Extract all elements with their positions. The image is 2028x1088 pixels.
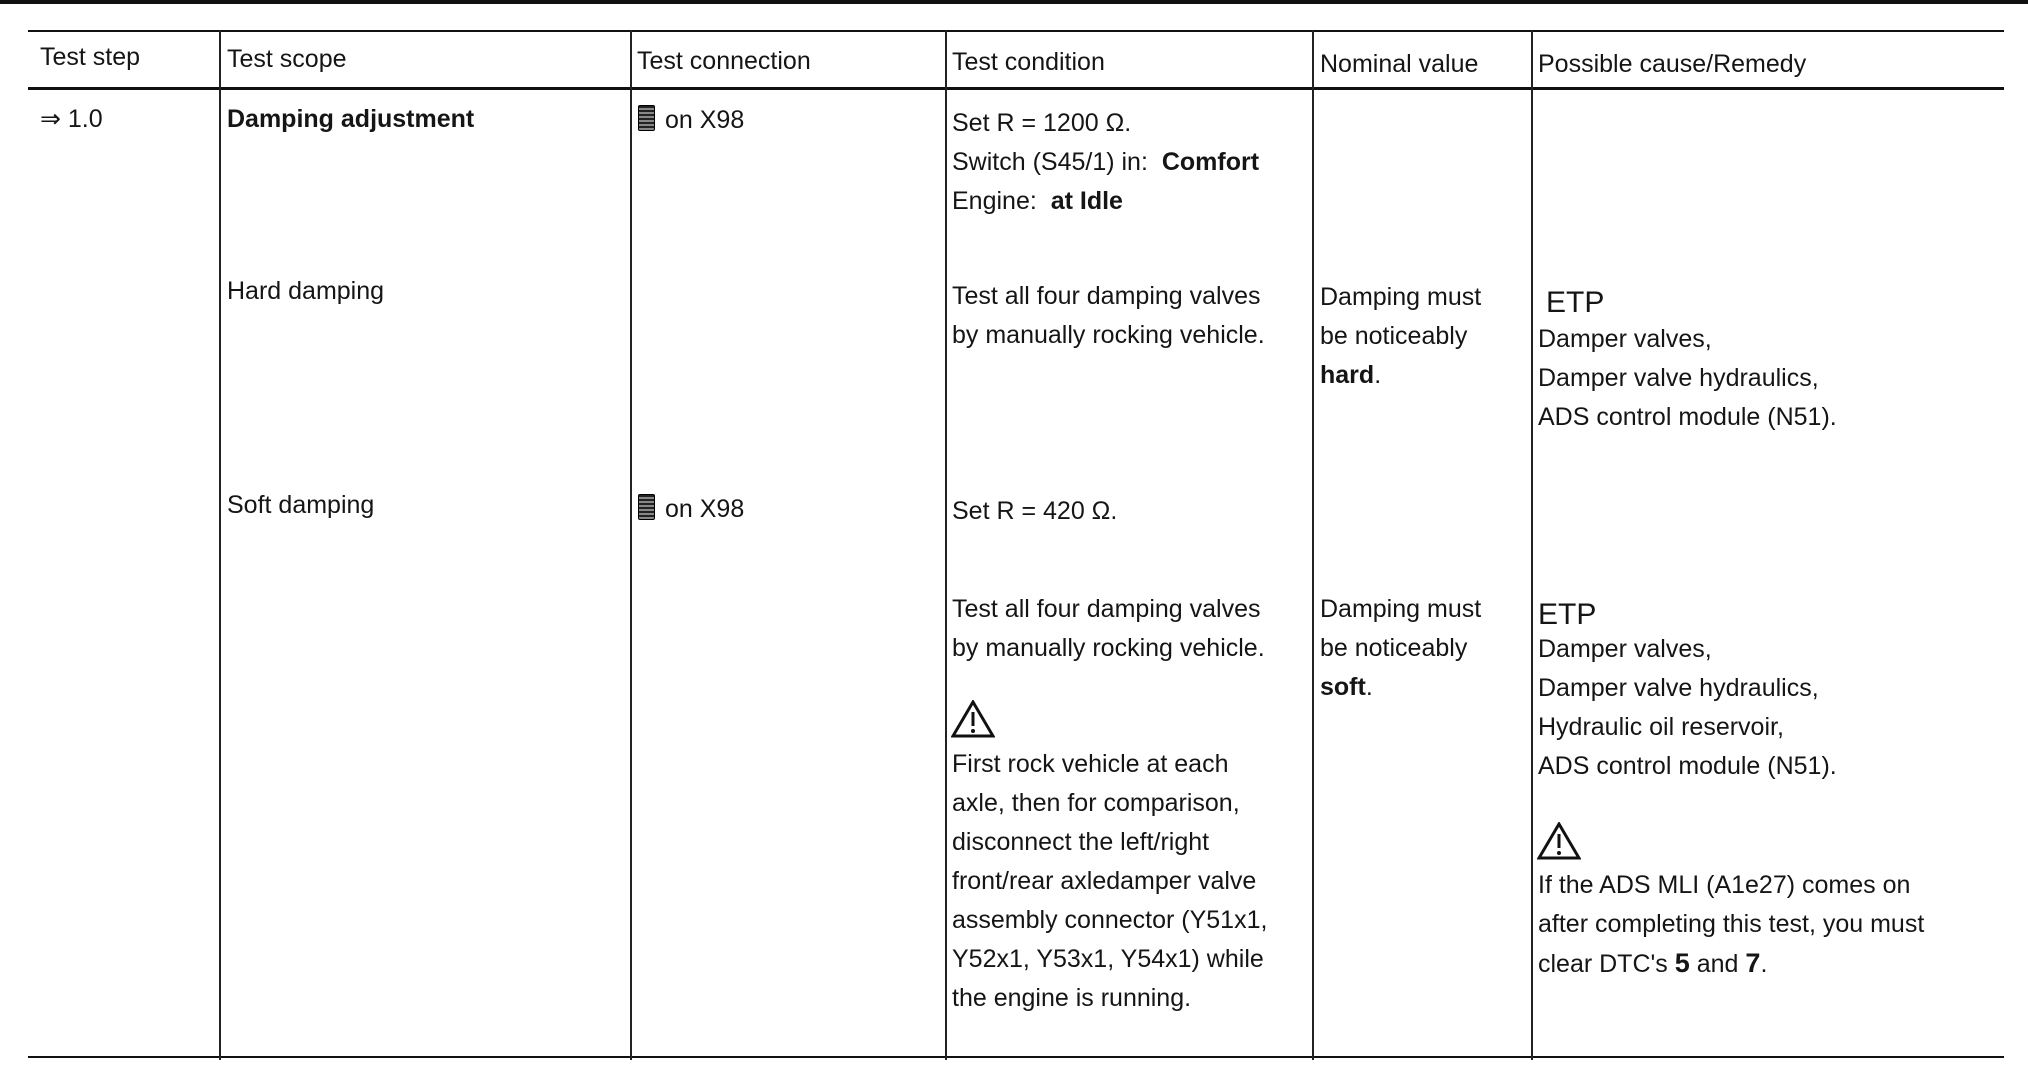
soft-remedy-line-2: Damper valve hydraulics, [1538,674,1819,702]
soft-nominal-line-1: Damping must [1320,595,1482,623]
soft-value-suffix: . [1365,673,1373,701]
soft-warning-line-2: axle, then for comparison, [952,789,1240,817]
soft-warning-line-5: assembly connector (Y51x1, [952,906,1268,934]
col-divider-3 [945,30,947,1060]
header-nominal-value: Nominal value [1320,50,1479,78]
soft-nominal-value [1320,668,1373,707]
header-test-condition: Test condition [952,48,1105,76]
clear-dtc-label: clear DTC's [1538,950,1668,978]
connection-label: on X98 [665,106,745,134]
soft-remedy-line-3: Hydraulic oil reservoir, [1538,713,1784,741]
hard-nominal-line-2: be noticeably [1320,322,1468,350]
col-divider-4 [1312,30,1314,1060]
test-connection-main [638,101,744,140]
engine-label: Engine: [952,187,1037,215]
test-step-number: ⇒ 1.0 [40,105,103,133]
soft-condition-line-1: Test all four damping valves [952,595,1261,623]
soft-warning-line-1: First rock vehicle at each [952,750,1229,778]
header-top-rule [28,30,2004,32]
soft-condition-set-resistance: Set R = 420 Ω. [952,497,1118,525]
test-scope-soft-damping: Soft damping [227,491,375,519]
test-scope-damping-adjustment: Damping adjustment [227,105,475,133]
hard-remedy-line-3: ADS control module (N51). [1538,403,1837,431]
hard-nominal-value [1320,356,1381,395]
table-bottom-rule [28,1056,2004,1058]
test-connection-soft [638,490,744,529]
soft-remedy-note-line-2: after completing this test, you must [1538,910,1925,938]
multimeter-icon [638,494,655,520]
multimeter-icon [638,105,655,131]
hard-remedy-line-2: Damper valve hydraulics, [1538,364,1819,392]
header-test-scope: Test scope [227,45,347,73]
col-divider-1 [219,30,221,1060]
header-test-connection: Test connection [637,47,811,75]
hard-remedy-line-1: Damper valves, [1538,325,1712,353]
switch-label: Switch (S45/1) in: [952,148,1148,176]
soft-warning-line-3: disconnect the left/right [952,828,1210,856]
connection-label: on X98 [665,495,745,523]
soft-warning-line-6: Y52x1, Y53x1, Y54x1) while [952,945,1264,973]
hard-nominal-line-1: Damping must [1320,283,1482,311]
soft-remedy-note-line-3 [1538,944,1767,984]
header-bottom-rule [28,87,2004,90]
switch-value: Comfort [1161,148,1260,176]
engine-value: at Idle [1050,187,1123,215]
soft-remedy-line-1: Damper valves, [1538,635,1712,663]
top-rule [0,0,2028,4]
soft-remedy-note-line-1: If the ADS MLI (A1e27) comes on [1538,871,1911,899]
soft-remedy-title: ETP [1538,598,1597,631]
header-possible-cause: Possible cause/Remedy [1538,50,1807,78]
test-scope-hard-damping: Hard damping [227,277,385,305]
dtc-code-b: 7 [1745,948,1761,978]
hard-condition-line-1: Test all four damping valves [952,282,1261,310]
condition-engine [952,182,1123,221]
hard-value-suffix: . [1374,361,1382,389]
condition-set-resistance: Set R = 1200 Ω. [952,109,1132,137]
soft-remedy-line-4: ADS control module (N51). [1538,752,1837,780]
soft-condition-line-2: by manually rocking vehicle. [952,634,1265,662]
dtc-and: and [1696,950,1739,978]
hard-remedy-title: ETP [1546,286,1605,319]
dtc-end: . [1760,950,1768,978]
soft-warning-line-4: front/rear axledamper valve [952,867,1257,895]
soft-value: soft [1320,673,1366,701]
hard-condition-line-2: by manually rocking vehicle. [952,321,1265,349]
soft-warning-line-7: the engine is running. [952,984,1192,1012]
condition-switch [952,143,1259,182]
header-test-step: Test step [40,43,141,71]
col-divider-5 [1531,30,1533,1060]
hard-value: hard [1320,361,1375,389]
warning-icon [951,700,995,738]
warning-icon [1537,822,1581,860]
col-divider-2 [630,30,632,1060]
dtc-code-a: 5 [1674,948,1690,978]
soft-nominal-line-2: be noticeably [1320,634,1468,662]
